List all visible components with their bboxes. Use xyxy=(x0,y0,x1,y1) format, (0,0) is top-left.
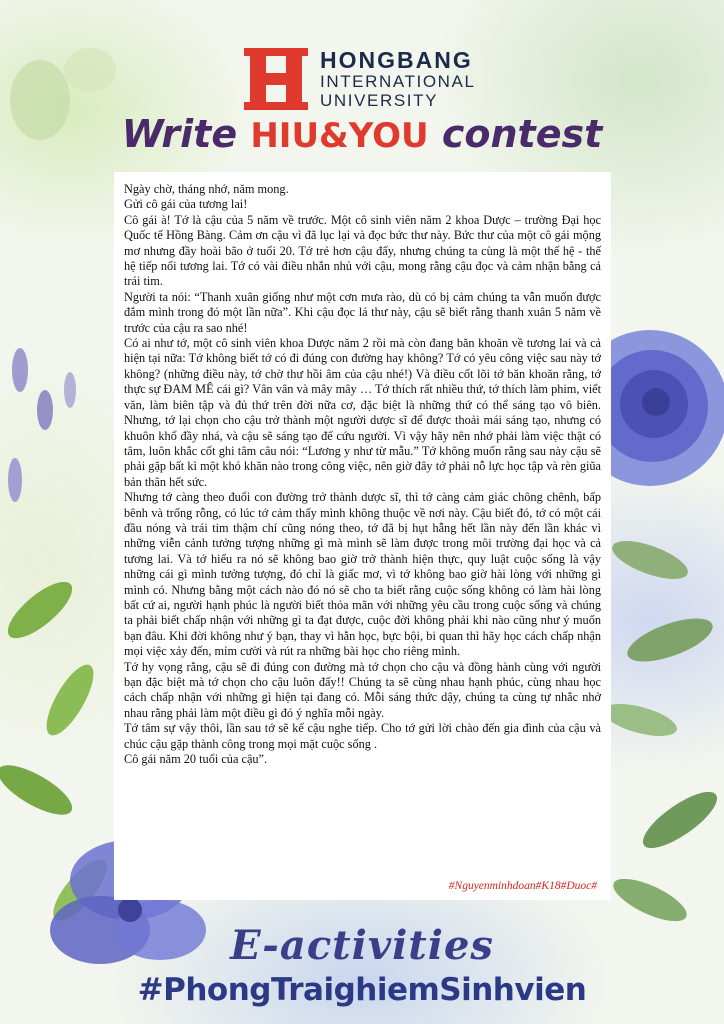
e-activities-title: E-activities xyxy=(230,922,494,969)
logo-line-international: INTERNATIONAL xyxy=(320,72,476,91)
campaign-hashtag: #PhongTraighiemSinhvien xyxy=(137,972,587,1008)
letter-paragraph: Người ta nói: “Thanh xuân giống như một cơn mưa rào, dù có bị cảm chúng ta vẫn muốn được đắm mình trong đó một lần nữa”. Khi cậu đọc lá thư này, cậu sẽ biết rằng thanh xuân 5 năm về trước của cậu ra sao nhé! xyxy=(124,289,601,335)
letter-paragraph: Gửi cô gái của tương lai! xyxy=(124,197,248,212)
letter-paragraph: Cô gái năm 20 tuổi của cậu”. xyxy=(124,752,268,767)
letter-paragraph: Cô gái à! Tớ là cậu của 5 năm về trước. Một cô sinh viên năm 2 khoa Dược – trường Đại học Quốc tế Hồng Bàng. Cảm ơn cậu vì đã lục lại và đọc bức thư này. Bức thư của một cô gái mộng mơ nhưng đầy hoài bão ở tuổi 20. Tớ trẻ hơn cậu đấy, nhưng chúng ta cùng là một thế hệ - thế hệ tiếp nối tương lai. Tớ có vài điều nhắn nhủ với cậu, mong rằng cậu đọc và cảm nhận bằng cả trái tim. xyxy=(124,212,601,289)
university-logo xyxy=(244,48,476,110)
contest-title-write: Write xyxy=(121,112,251,156)
university-name xyxy=(320,48,476,110)
logo-line-hongbang: HONGBANG xyxy=(320,47,473,73)
letter-paragraph: Ngày chờ, tháng nhớ, năm mong. xyxy=(124,182,289,196)
letter-paragraph: Tớ tâm sự vậy thôi, lần sau tớ sẽ kể cậu nghe tiếp. Cho tớ gửi lời chào đến gia đình của cậu và chúc cậu gặp thành công trong mọi mặt cuộc sống . xyxy=(124,721,601,751)
leaves-right-illustration xyxy=(600,520,724,940)
letter-paragraph: Nhưng tớ càng theo đuổi con đường trở thành dược sĩ, thì tớ càng cảm giác chông chênh, bấp bênh và trống rỗng, có lúc tớ cảm thấy mình không thuộc về nơi này. Cậu biết đó, tớ có một cái đầu nóng và trái tim thậm chí cũng nóng theo, tớ đã bị hụt hẫng hết lần này đến lần khác vì những viễn cảnh tưởng tượng những gì mà mình sẽ làm được trong môi trường đại học và cả tương lai. Và tớ hiểu ra nó sẽ không bao giờ trở thành hiện thực, quy luật cuộc sống là vậy những cái gì mình tưởng tượng, đó chỉ là giấc mơ, vì tớ không bao giờ hài lòng với những gì mình có. Nhưng bằng một cách nào đó nó sẽ cho ta biết rằng cuộc sống không có làm hài lòng bất cứ ai, người hạnh phúc là người biết thỏa mãn với những yêu cầu trong cuộc sống và chúng ta phải biết chấp nhận với những gì ta đạt được, cuộc đời không phải khi nào cũng như ý muốn bạn đâu. Khi đời không như ý bạn, thay vì hằn học, bực bội, bi quan thì hãy học cách chấp nhận mọi việc xảy đến, mỉm cười và rút ra những bài học cho riêng mình. xyxy=(124,490,601,659)
lavender-left-illustration xyxy=(0,330,120,570)
author-hashtag: #Nguyenminhdoan#K18#Duoc# xyxy=(448,880,597,892)
contest-title-hiu-you: HIU&YOU xyxy=(250,116,429,156)
lavender-top-left-illustration xyxy=(0,40,140,180)
logo-line-university: UNIVERSITY xyxy=(320,91,439,110)
hiu-logo-icon xyxy=(244,48,308,110)
contest-title xyxy=(0,112,724,156)
letter-paragraph: Có ai như tớ, một cô sinh viên khoa Dược năm 2 rồi mà còn đang băn khoăn về tương lai và cả hiện tại nữa: Tớ không biết tớ có đi đúng con đường hay không? Tớ có yêu công việc sau này tớ không? (những điều này, tớ chờ thư hồi âm của cậu nhé!) Và điều cốt lõi tớ băn khoăn rằng, tớ thực sự ĐAM MÊ cái gì? Vân vân và mây mây … Tớ thích rất nhiều thứ, tớ thích làm phim, viết văn, làm biên tập và đủ thứ trên đời nữa cơ, đặc biệt là những thứ có thể sáng tạo vô biên. Nhưng, tớ lại chọn cho cậu trở thành một người dược sĩ để được thoải mái sáng tạo, nhưng có khuôn khổ đầy nhá, và cậu sẽ sáng tạo để cứu người. Vì vậy hãy nên nhớ phải làm việc thật có tâm, luôn khắc cốt ghi tâm câu nói: “Lương y như từ mẫu.” Tớ không muốn rằng sau này cậu sẽ phải gặp bất kì một khó khăn nào trong công việc, nên giờ đây tớ phải nỗ lực học tập và rèn giũa bản thân hết sức. xyxy=(124,336,601,489)
letter-content xyxy=(114,172,611,900)
contest-title-contest: contest xyxy=(428,112,603,156)
letter-paragraph: Tớ hy vọng rằng, cậu sẽ đi đúng con đường mà tớ chọn cho cậu và đồng hành cùng với người bạn đặc biệt mà tớ chọn cho cậu luôn đấy!! Chúng ta sẽ cùng nhau hạnh phúc, cùng nhau học cách chấp nhận với những gì hiện tại đang có. Mỗi sáng thức dậy, chúng ta cùng tự nhắc nhở nhau rằng phải làm một điều gì đó ý nghĩa mỗi ngày. xyxy=(124,659,601,720)
